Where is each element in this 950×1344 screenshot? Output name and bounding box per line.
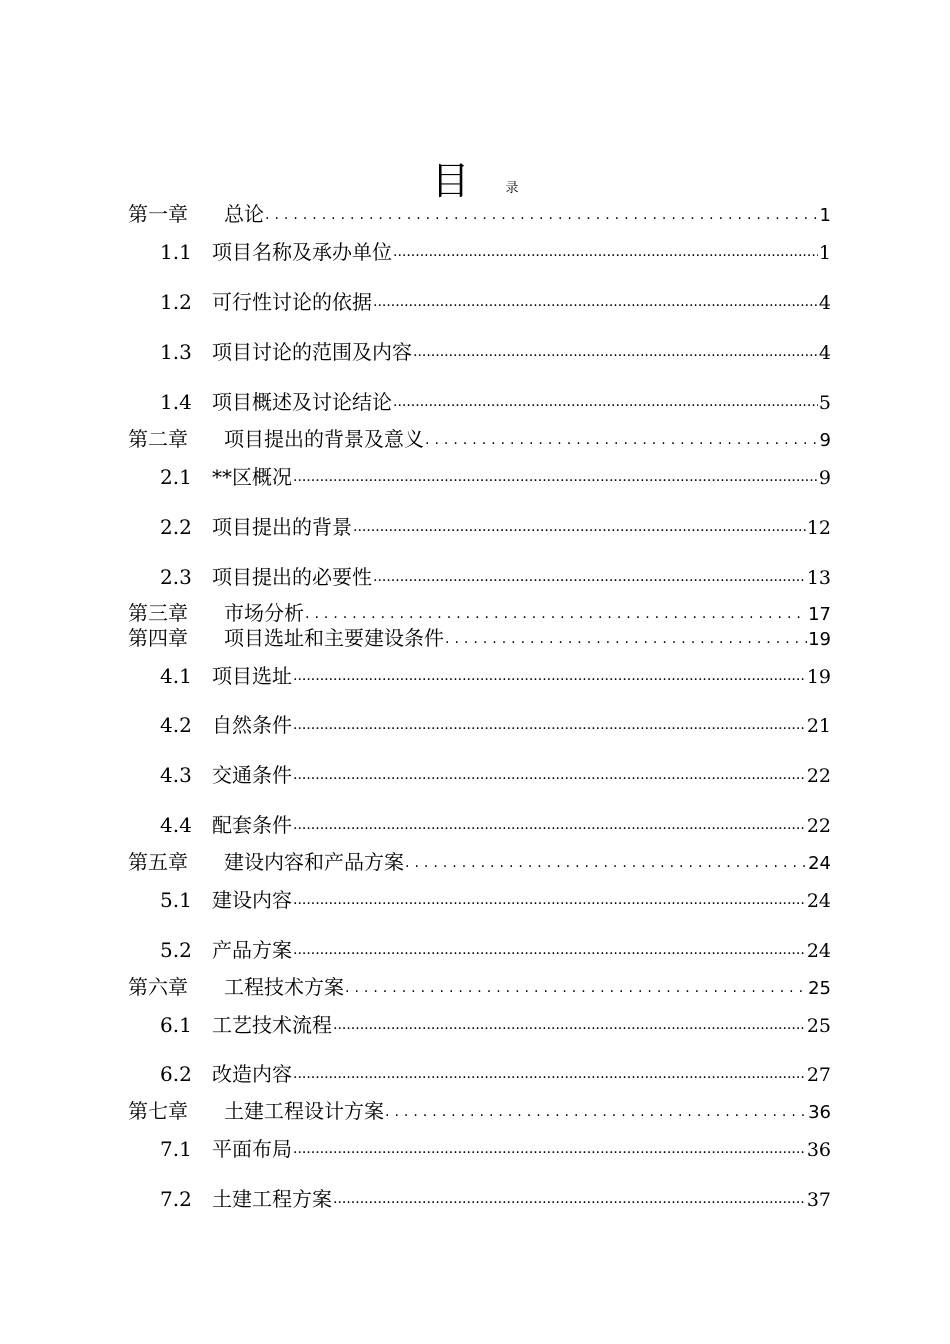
toc-dot-leader xyxy=(353,512,806,536)
toc-title-main: 目 xyxy=(431,159,470,203)
toc-entry-label: 改造内容 xyxy=(212,1062,292,1086)
toc-chapter-entry[interactable] xyxy=(128,971,831,1000)
toc-chapter-entry[interactable] xyxy=(128,622,831,651)
toc-entry-page-number: 22 xyxy=(806,815,831,837)
toc-entry-page-number: 21 xyxy=(806,715,831,737)
toc-entry-page-number: 9 xyxy=(819,430,831,451)
toc-entry-page-number: 5 xyxy=(818,392,831,414)
toc-entry-number: 1.3 xyxy=(160,340,192,364)
toc-dot-leader xyxy=(413,337,818,361)
toc-entry-page-number: 12 xyxy=(806,517,831,539)
toc-entry-label: 土建工程设计方案 xyxy=(224,1099,384,1123)
toc-entry-label: 项目讨论的范围及内容 xyxy=(212,340,412,364)
toc-dot-leader xyxy=(293,1134,806,1158)
toc-entry-page-number: 1 xyxy=(819,205,831,226)
toc-entry-page-number: 24 xyxy=(808,853,831,874)
toc-entry-label: 产品方案 xyxy=(212,938,292,962)
toc-section-entry[interactable] xyxy=(128,286,831,315)
toc-section-entry[interactable] xyxy=(128,1183,831,1212)
toc-entry-number: 6.1 xyxy=(160,1013,192,1037)
toc-section-entry[interactable] xyxy=(128,236,831,265)
toc-entry-page-number: 19 xyxy=(806,666,831,688)
toc-entry-label: 总论 xyxy=(224,202,264,226)
toc-dot-leader xyxy=(373,287,818,311)
toc-entry-number: 2.1 xyxy=(160,465,192,489)
toc-entry-label: 配套条件 xyxy=(212,813,292,837)
toc-entry-label: **区概况 xyxy=(212,465,292,489)
toc-entry-number: 4.4 xyxy=(160,813,192,837)
toc-entry-page-number: 25 xyxy=(808,978,831,999)
toc-section-entry[interactable] xyxy=(128,461,831,490)
toc-dot-leader xyxy=(333,1010,806,1034)
toc-entry-label: 市场分析 xyxy=(224,601,304,625)
toc-entry-label: 建设内容和产品方案 xyxy=(224,850,404,874)
toc-entry-label: 项目提出的背景 xyxy=(212,515,352,539)
toc-entry-page-number: 1 xyxy=(818,242,831,264)
toc-entry-number: 4.1 xyxy=(160,664,192,688)
toc-chapter-entry[interactable] xyxy=(128,1095,831,1124)
toc-entry-number: 第七章 xyxy=(128,1099,188,1123)
toc-section-entry[interactable] xyxy=(128,1058,831,1087)
toc-entry-number: 第二章 xyxy=(128,427,188,451)
toc-section-entry[interactable] xyxy=(128,336,831,365)
toc-entry-label: 平面布局 xyxy=(212,1137,292,1161)
toc-dot-leader xyxy=(405,848,807,872)
toc-section-entry[interactable] xyxy=(128,660,831,689)
toc-dot-leader xyxy=(265,200,819,224)
toc-entry-label: 自然条件 xyxy=(212,713,292,737)
toc-entry-number: 2.3 xyxy=(160,565,192,589)
toc-entry-number: 1.2 xyxy=(160,290,192,314)
toc-entry-page-number: 17 xyxy=(808,604,831,625)
toc-entry-number: 4.3 xyxy=(160,763,192,787)
toc-entry-number: 7.1 xyxy=(160,1137,192,1161)
toc-entry-page-number: 22 xyxy=(806,765,831,787)
toc-dot-leader xyxy=(293,935,806,959)
toc-section-entry[interactable] xyxy=(128,809,831,838)
toc-dot-leader xyxy=(333,1184,806,1208)
toc-entry-number: 第三章 xyxy=(128,601,188,625)
toc-entry-number: 5.1 xyxy=(160,888,192,912)
toc-chapter-entry[interactable] xyxy=(128,846,831,875)
toc-entry-label: 交通条件 xyxy=(212,763,292,787)
toc-dot-leader xyxy=(425,425,819,449)
toc-entry-page-number: 36 xyxy=(806,1139,831,1161)
toc-entry-label: 工程技术方案 xyxy=(224,975,344,999)
toc-entry-number: 2.2 xyxy=(160,515,192,539)
toc-dot-leader xyxy=(385,1097,807,1121)
toc-entry-page-number: 37 xyxy=(806,1189,831,1211)
toc-entry-page-number: 24 xyxy=(806,940,831,962)
toc-entry-number: 6.2 xyxy=(160,1062,192,1086)
toc-entry-label: 项目概述及讨论结论 xyxy=(212,390,392,414)
toc-dot-leader xyxy=(393,387,818,411)
toc-title-sub: 录 xyxy=(505,181,519,196)
toc-entry-page-number: 27 xyxy=(806,1064,831,1086)
toc-entry-page-number: 4 xyxy=(818,292,831,314)
toc-entry-page-number: 25 xyxy=(806,1015,831,1037)
toc-entry-page-number: 4 xyxy=(818,342,831,364)
toc-entry-page-number: 13 xyxy=(806,567,831,589)
toc-dot-leader xyxy=(445,624,807,648)
toc-entry-number: 1.4 xyxy=(160,390,192,414)
toc-dot-leader xyxy=(293,462,818,486)
toc-entry-page-number: 24 xyxy=(806,890,831,912)
toc-section-entry[interactable] xyxy=(128,561,831,590)
toc-entry-label: 项目选址 xyxy=(212,664,292,688)
table-of-contents xyxy=(128,0,831,1344)
toc-entry-number: 第六章 xyxy=(128,975,188,999)
toc-entry-label: 土建工程方案 xyxy=(212,1187,332,1211)
toc-dot-leader xyxy=(293,810,806,834)
toc-section-entry[interactable] xyxy=(128,1133,831,1162)
toc-dot-leader xyxy=(373,562,806,586)
toc-entry-number: 第一章 xyxy=(128,202,188,226)
toc-entry-number: 5.2 xyxy=(160,938,192,962)
toc-dot-leader xyxy=(305,599,807,623)
toc-dot-leader xyxy=(293,710,806,734)
toc-dot-leader xyxy=(293,885,806,909)
toc-section-entry[interactable] xyxy=(128,934,831,963)
toc-section-entry[interactable] xyxy=(128,386,831,415)
toc-dot-leader xyxy=(393,237,818,261)
toc-entry-page-number: 9 xyxy=(818,467,831,489)
toc-dot-leader xyxy=(345,973,807,997)
toc-entry-page-number: 19 xyxy=(808,629,831,650)
toc-entry-label: 项目名称及承办单位 xyxy=(212,240,392,264)
toc-entry-number: 1.1 xyxy=(160,240,192,264)
toc-entry-label: 工艺技术流程 xyxy=(212,1013,332,1037)
toc-dot-leader xyxy=(293,661,806,685)
toc-entry-label: 项目选址和主要建设条件 xyxy=(224,626,444,650)
toc-dot-leader xyxy=(293,1059,806,1083)
toc-entry-label: 建设内容 xyxy=(212,888,292,912)
toc-entry-number: 4.2 xyxy=(160,713,192,737)
toc-entry-label: 可行性讨论的依据 xyxy=(212,290,372,314)
toc-section-entry[interactable] xyxy=(128,759,831,788)
toc-entry-page-number: 36 xyxy=(808,1102,831,1123)
toc-entry-label: 项目提出的必要性 xyxy=(212,565,372,589)
toc-section-entry[interactable] xyxy=(128,511,831,540)
toc-section-entry[interactable] xyxy=(128,884,831,913)
toc-dot-leader xyxy=(293,760,806,784)
toc-entry-number: 7.2 xyxy=(160,1187,192,1211)
toc-entry-number: 第四章 xyxy=(128,626,188,650)
toc-section-entry[interactable] xyxy=(128,709,831,738)
toc-section-entry[interactable] xyxy=(128,1009,831,1038)
toc-chapter-entry[interactable] xyxy=(128,198,831,227)
toc-entry-label: 项目提出的背景及意义 xyxy=(224,427,424,451)
toc-entry-number: 第五章 xyxy=(128,850,188,874)
toc-chapter-entry[interactable] xyxy=(128,423,831,452)
